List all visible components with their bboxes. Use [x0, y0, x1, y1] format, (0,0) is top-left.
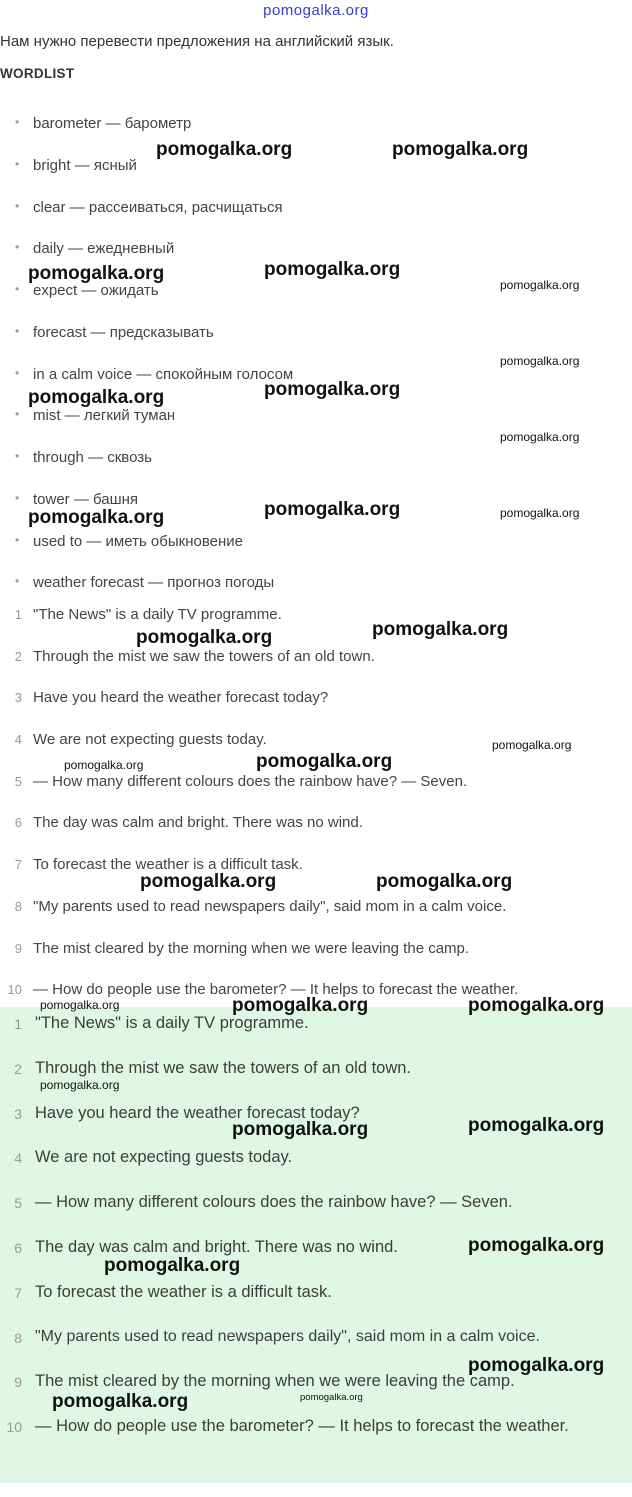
watermark: pomogalka.org: [372, 619, 509, 640]
answer-number: 6: [14, 1239, 22, 1256]
sentence-number: 5: [14, 773, 22, 789]
word-entry: in a calm voice — спокойным голосом: [33, 365, 294, 383]
sentence-text: To forecast the weather is a difficult task.: [33, 856, 303, 874]
word-entry: used to — иметь обыкновение: [33, 532, 243, 550]
sentence-number: 10: [7, 982, 22, 998]
sentence-number: 6: [14, 815, 22, 831]
sentence-text: The day was calm and bright. There was no wind.: [33, 814, 363, 832]
watermark: pomogalka.org: [376, 871, 513, 892]
word-entry: weather forecast — прогноз погоды: [33, 574, 275, 592]
watermark: pomogalka.org: [264, 499, 401, 520]
watermark: pomogalka.org: [28, 507, 165, 528]
watermark: pomogalka.org: [28, 387, 165, 408]
sentence-text: — How do people use the barometer? — It helps to forecast the weather.: [33, 981, 519, 999]
watermark: pomogalka.org: [156, 139, 293, 160]
watermark: pomogalka.org: [136, 627, 273, 648]
word-entry: barometer — барометр: [33, 115, 192, 132]
bullet-icon: •: [15, 240, 20, 255]
sentence-number: 3: [14, 690, 22, 706]
word-entry: expect — ожидать: [33, 282, 159, 299]
watermark: pomogalka.org: [104, 1255, 241, 1276]
sentence-number: 8: [14, 898, 22, 914]
answer-text: Through the mist we saw the towers of an old town.: [35, 1058, 412, 1077]
bullet-icon: •: [15, 115, 20, 129]
sentence-text: The mist cleared by the morning when we were leaving the camp.: [33, 939, 470, 957]
sentence-number: 2: [14, 648, 22, 664]
answer-number: 1: [14, 1016, 22, 1032]
watermark: pomogalka.org: [52, 1391, 189, 1412]
sentence-text: Have you heard the weather forecast today?: [33, 689, 329, 707]
intro-text: Нам нужно перевести предложения на английский язык.: [0, 33, 394, 50]
word-entry: bright — ясный: [33, 156, 137, 174]
answer-number: 3: [14, 1105, 22, 1122]
watermark: pomogalka.org: [232, 1119, 369, 1140]
answer-text: — How do people use the barometer? — It helps to forecast the weather.: [35, 1417, 569, 1436]
sentence-number: 1: [14, 607, 22, 622]
answer-number: 9: [14, 1374, 22, 1391]
watermark: pomogalka.org: [40, 1078, 120, 1092]
watermark: pomogalka.org: [468, 1355, 605, 1376]
bullet-icon: •: [15, 156, 20, 171]
sentence-text: "My parents used to read newspapers daily", said mom in a calm voice.: [33, 897, 507, 915]
watermark: pomogalka.org: [140, 871, 277, 892]
watermark: pomogalka.org: [492, 738, 572, 752]
bullet-icon: •: [15, 574, 20, 589]
watermark: pomogalka.org: [264, 379, 401, 400]
sentence-number: 4: [14, 732, 22, 748]
watermark: pomogalka.org: [232, 995, 369, 1016]
answer-number: 4: [14, 1150, 22, 1167]
answer-text: The day was calm and bright. There was no wind.: [35, 1237, 398, 1256]
word-entry: through — сквозь: [33, 449, 152, 466]
watermark: pomogalka.org: [500, 430, 580, 444]
bullet-icon: •: [15, 323, 20, 338]
sentence-text: Through the mist we saw the towers of an old town.: [33, 647, 375, 665]
answer-text: To forecast the weather is a difficult task.: [35, 1282, 332, 1301]
answer-number: 2: [14, 1060, 22, 1077]
watermark: pomogalka.org: [392, 139, 529, 160]
answer-text: — How many different colours does the rainbow have? — Seven.: [35, 1193, 513, 1212]
answer-number: 7: [14, 1284, 22, 1301]
site-header-link[interactable]: pomogalka.org: [263, 2, 369, 19]
watermark: pomogalka.org: [40, 998, 120, 1012]
bullet-icon: •: [15, 449, 20, 463]
sentence-text: "The News" is a daily TV programme.: [33, 606, 282, 623]
sentence-text: — How many different colours does the rainbow have? — Seven.: [33, 772, 468, 790]
answer-text: "My parents used to read newspapers daily", said mom in a calm voice.: [35, 1327, 540, 1345]
answer-number: 10: [6, 1419, 22, 1436]
word-entry: forecast — предсказывать: [33, 323, 214, 341]
watermark: pomogalka.org: [468, 1235, 605, 1256]
answer-number: 5: [14, 1195, 22, 1212]
wordlist-title: WORDLIST: [0, 66, 75, 81]
answer-text: We are not expecting guests today.: [35, 1148, 293, 1167]
bullet-icon: •: [15, 282, 20, 296]
sentence-number: 9: [14, 940, 22, 956]
answer-text: The mist cleared by the morning when we were leaving the camp.: [35, 1372, 515, 1391]
word-entry: clear — рассеиваться, расчищаться: [33, 198, 283, 216]
sentence-number: 7: [14, 857, 22, 873]
watermark: pomogalka.org: [64, 758, 144, 772]
bullet-icon: •: [15, 490, 20, 505]
bullet-icon: •: [15, 407, 20, 422]
bullet-icon: •: [15, 198, 20, 213]
watermark: pomogalka.org: [256, 751, 393, 772]
bullet-icon: •: [15, 365, 20, 380]
answer-text: "The News" is a daily TV programme.: [35, 1014, 309, 1032]
watermark: pomogalka.org: [468, 995, 605, 1016]
answer-text: Have you heard the weather forecast today?: [35, 1103, 360, 1122]
word-entry: tower — башня: [33, 490, 139, 508]
watermark: pomogalka.org: [264, 259, 401, 280]
watermark: pomogalka.org: [500, 354, 580, 368]
bullet-icon: •: [15, 532, 20, 547]
watermark: pomogalka.org: [500, 278, 580, 292]
watermark: pomogalka.org: [300, 1392, 363, 1403]
answer-number: 8: [14, 1329, 22, 1346]
watermark: pomogalka.org: [468, 1115, 605, 1136]
sentence-text: We are not expecting guests today.: [33, 731, 267, 749]
word-entry: daily — ежедневный: [33, 240, 175, 258]
watermark: pomogalka.org: [28, 263, 165, 284]
word-entry: mist — легкий туман: [33, 407, 176, 425]
watermark: pomogalka.org: [500, 506, 580, 520]
